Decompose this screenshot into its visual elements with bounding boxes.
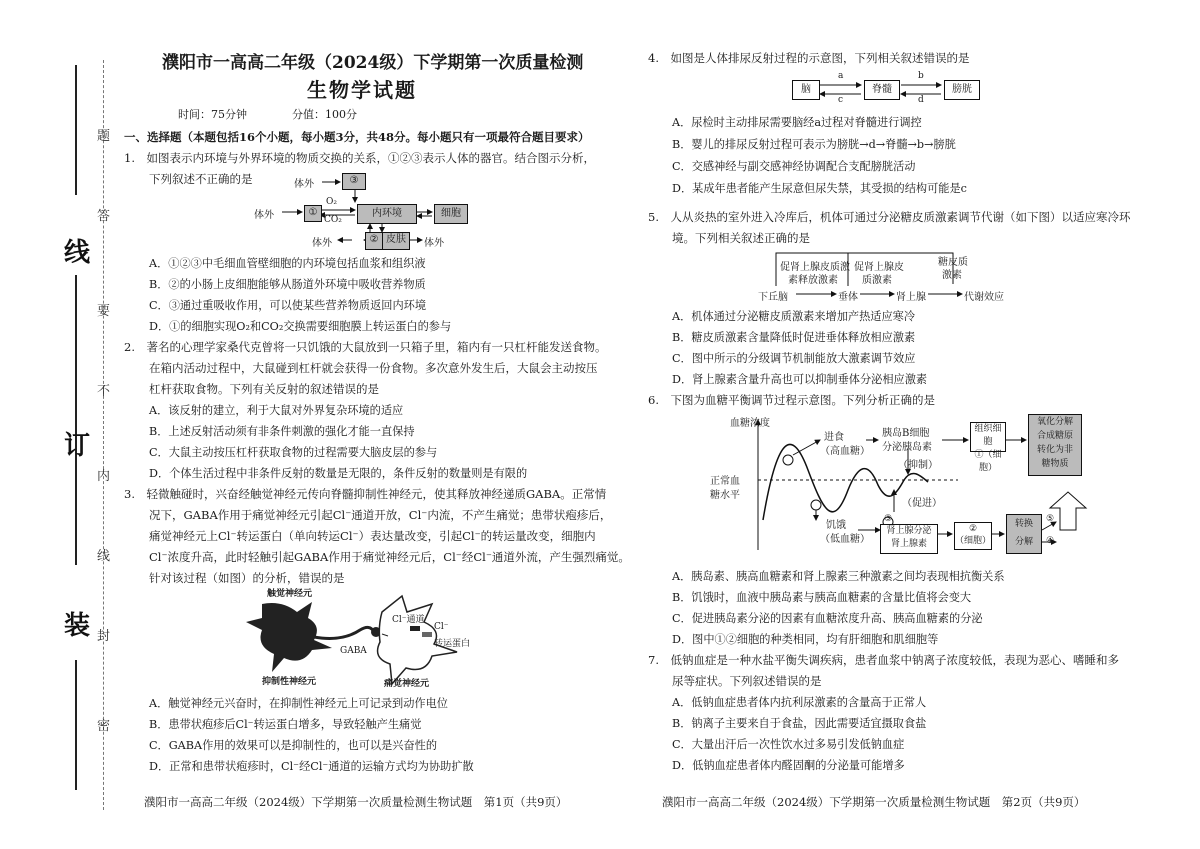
q1-co2-label: CO₂ <box>324 215 342 225</box>
q1-outside-label: 体外 <box>312 238 332 249</box>
q6-insulin-label: 分泌胰岛素 <box>882 442 932 453</box>
binding-label-xian: 线 <box>64 238 91 268</box>
q3-channel-label: Cl⁻通道 <box>392 615 425 625</box>
q4-option-b[interactable]: B．婴儿的排尿反射过程可表示为膀胱→d→脊髓→b→膀胱 <box>672 138 956 151</box>
q5-crh-label: 促肾上腺皮质激 <box>780 262 850 273</box>
q2-option-c[interactable]: C．大鼠主动按压杠杆获取食物的过程需要大脑皮层的参与 <box>149 446 438 459</box>
q7-option-a[interactable]: A．低钠血症患者体内抗利尿激素的含量高于正常人 <box>672 696 927 709</box>
q3-stem: 况下，GABA作用于痛觉神经元引起Cl⁻通道开放，Cl⁻内流，不产生痛觉；患带状疱疹后， <box>149 508 612 522</box>
q6-inhibit-label: （抑制） <box>898 460 938 471</box>
q5-hypothalamus: 下丘脑 <box>758 292 788 303</box>
q6-promote-label: （促进） <box>902 498 942 509</box>
q6-circle-3: ③ <box>884 514 893 524</box>
q3-neuron-diagram <box>242 582 482 690</box>
q1-diagram <box>254 170 482 256</box>
q1-outside-label: 体外 <box>424 238 444 249</box>
binding-char: 内 <box>97 469 111 484</box>
q1-outside-label: 体外 <box>254 210 274 221</box>
q6-tissue-cell-label: 组织细胞 <box>974 424 1002 447</box>
q2-option-b[interactable]: B．上述反射活动须有非条件刺激的强化才能一直保持 <box>149 425 415 438</box>
q2-stem: 杠杆获取食物。下列有关反射的叙述错误的是 <box>149 382 379 396</box>
q1-outside-label: 体外 <box>294 179 314 190</box>
q6-circle-4: ④ <box>1046 536 1055 546</box>
q6-option-d[interactable]: D．图中①②细胞的种类相同，均有肝细胞和肌细胞等 <box>672 633 939 646</box>
q6-glycogen-label: 合成糖原 <box>1036 431 1073 441</box>
q6-normal-label: 正常血 <box>710 476 740 487</box>
q6-oxidation-label: 氧化分解 <box>1036 417 1073 427</box>
page-2-footer: 濮阳市一高高二年级（2024级）下学期第一次质量检测生物试题 第2页（共9页） <box>662 795 1086 809</box>
q1-skin: 皮肤 <box>382 232 410 250</box>
binding-char: 封 <box>97 629 111 644</box>
q1-organ-2: ② <box>365 232 383 250</box>
q6-eat-label-2: （高血糖） <box>820 446 870 457</box>
q5-gc-label-2: 激素 <box>942 270 962 281</box>
q7-option-c[interactable]: C．大量出汗后一次性饮水过多易引发低钠血症 <box>672 738 905 751</box>
q2-option-a[interactable]: A．该反射的建立，利于大鼠对外界复杂环境的适应 <box>149 404 404 417</box>
q4-label-a: a <box>838 71 844 81</box>
q3-stem: 3. 轻微触碰时，兴奋经触觉神经元传向脊髓抑制性神经元，使其释放神经递质GABA。正常情 <box>124 487 607 501</box>
q1-stem: 下列叙述不正确的是 <box>149 172 253 186</box>
binding-char: 线 <box>97 549 111 564</box>
q3-touch-neuron-label: 触觉神经元 <box>267 589 313 599</box>
q6-nonsugar-label: 糖物质 <box>1041 459 1069 469</box>
q4-diagram <box>788 71 1018 108</box>
q3-option-b[interactable]: B．患带状疱疹后Cl⁻转运蛋白增多，导致轻触产生痛觉 <box>149 718 422 731</box>
q6-convert-label: 转化为非 <box>1036 445 1073 455</box>
q2-stem: 在箱内活动过程中，大鼠碰到杠杆就会获得一份食物。多次意外发生后，大鼠会主动按压 <box>149 361 598 375</box>
q6-adrenal-box <box>880 524 938 554</box>
q4-label-d: d <box>918 95 924 105</box>
binding-char: 不 <box>97 384 111 399</box>
page-title: 濮阳市一高高二年级（2024级）下学期第一次质量检测 <box>162 53 584 73</box>
q5-stem: 境。下列相关叙述正确的是 <box>672 231 810 245</box>
q3-option-a[interactable]: A．触觉神经元兴奋时，在抑制性神经元上可记录到动作电位 <box>149 697 448 710</box>
q1-o2-label: O₂ <box>326 197 337 207</box>
q2-option-d[interactable]: D．个体生活过程中非条件反射的数量是无限的，条件反射的数量则是有限的 <box>149 467 528 480</box>
q1-cell: 细胞 <box>434 204 468 224</box>
q6-circle-5: ⑤ <box>1046 514 1055 524</box>
binding-dashed-line <box>103 60 104 810</box>
q6-hunger-label-2: （低血糖） <box>820 534 870 545</box>
q5-crh-label-2: 素释放激素 <box>788 275 838 286</box>
q1-organ-3: ③ <box>342 173 366 190</box>
q7-stem: 7. 低钠血症是一种水盐平衡失调疾病，患者血浆中钠离子浓度较低，表现为恶心、嗜睡和多 <box>648 653 1119 667</box>
q3-option-c[interactable]: C．GABA作用的效果可以是抑制性的，也可以是兴奋性的 <box>149 739 438 752</box>
q3-gaba-label: GABA <box>340 646 367 656</box>
q4-diagram-arrows <box>788 74 1018 108</box>
q5-option-d[interactable]: D．肾上腺素含量升高也可以抑制垂体分泌相应激素 <box>672 373 928 386</box>
binding-label-zhuang: 装 <box>64 611 91 641</box>
q1-internal-env: 内环境 <box>357 204 417 224</box>
q6-hunger-label: 饥饿 <box>826 520 846 531</box>
q5-acth-label: 促肾上腺皮 <box>854 262 904 273</box>
q5-option-a[interactable]: A．机体通过分泌糖皮质激素来增加产热适应寒冷 <box>672 310 916 323</box>
q1-option-a[interactable]: A．①②③中毛细血管壁细胞的内环境包括血浆和组织液 <box>149 257 426 270</box>
q4-option-a[interactable]: A．尿检时主动排尿需要脑经a过程对脊髓进行调控 <box>672 116 922 129</box>
q4-spinal-cord: 脊髓 <box>864 80 900 100</box>
q6-result-box <box>1028 414 1082 476</box>
page-1-footer: 濮阳市一高高二年级（2024级）下学期第一次质量检测生物试题 第1页（共9页） <box>144 795 568 809</box>
q6-eat-label: 进食 <box>824 432 844 443</box>
q6-beta-cell-label: 胰岛B细胞 <box>882 428 930 439</box>
q1-stem: 1. 如图表示内环境与外界环境的物质交换的关系，①②③表示人体的器官。结合图示分析， <box>124 151 595 165</box>
section-heading: 一、选择题（本题包括16个小题，每小题3分，共48分。每小题只有一项最符合题目要求） <box>124 130 590 144</box>
q1-organ-1: ① <box>304 205 322 222</box>
q6-yaxis-label: 血糖浓度 <box>730 418 770 429</box>
q6-conversion-label: 转换 <box>1014 519 1033 529</box>
q5-option-c[interactable]: C．图中所示的分级调节机制能放大激素调节效应 <box>672 352 916 365</box>
q4-option-c[interactable]: C．交感神经与副交感神经协调配合支配膀胱活动 <box>672 160 916 173</box>
q6-option-c[interactable]: C．促进胰岛素分泌的因素有血糖浓度升高、胰高血糖素的分泌 <box>672 612 983 625</box>
q3-cl-label: Cl⁻ <box>434 622 449 632</box>
binding-char: 要 <box>97 304 111 319</box>
q6-option-b[interactable]: B．饥饿时，血液中胰岛素与胰高血糖素的含量比值将会变大 <box>672 591 972 604</box>
q5-diagram <box>758 248 1018 304</box>
q6-process-box <box>1006 514 1042 554</box>
binding-rule <box>75 275 77 565</box>
q6-circle-2: ② <box>968 524 978 534</box>
q6-stem: 6. 下图为血糖平衡调节过程示意图。下列分析正确的是 <box>648 393 935 407</box>
q6-cell-2-box <box>954 522 992 550</box>
q6-diagram <box>708 410 1108 560</box>
q5-option-b[interactable]: B．糖皮质激素含量降低时促进垂体释放相应激素 <box>672 331 916 344</box>
exam-score: 分值：100分 <box>292 108 357 121</box>
q5-acth-label-2: 质激素 <box>862 275 892 286</box>
q6-decompose-label: 分解 <box>1014 537 1033 547</box>
q5-adrenal: 肾上腺 <box>896 292 926 303</box>
q6-option-a[interactable]: A．胰岛素、胰高血糖素和肾上腺素三种激素之间均表现相抗衡关系 <box>672 570 1005 583</box>
q7-option-d[interactable]: D．低钠血症患者体内醛固酮的分泌量可能增多 <box>672 759 905 772</box>
exam-time: 时间：75分钟 <box>178 108 247 121</box>
q6-cell-1-label: ①（细胞） <box>974 450 1002 473</box>
q3-inhibitory-neuron-label: 抑制性神经元 <box>262 677 317 687</box>
q3-stem: 痛觉神经元上Cl⁻转运蛋白（单向转运Cl⁻）表达量改变，引起Cl⁻的转运量改变，细胞内 <box>149 529 596 543</box>
binding-margin <box>0 0 125 849</box>
q1-option-c[interactable]: C．③通过重吸收作用，可以使某些营养物质返回内环境 <box>149 299 427 312</box>
q4-bladder: 膀胱 <box>944 80 980 100</box>
q6-epinephrine-label: 肾上腺素 <box>890 539 927 549</box>
q7-option-b[interactable]: B．钠离子主要来自于食盐，因此需要适宜摄取食盐 <box>672 717 927 730</box>
q6-cell-2-label: （细胞） <box>955 536 992 546</box>
q1-option-d[interactable]: D．①的细胞实现O₂和CO₂交换需要细胞膜上转运蛋白的参与 <box>149 320 452 333</box>
q4-label-b: b <box>918 71 924 81</box>
q4-brain: 脑 <box>792 80 820 100</box>
q6-adrenal-label: 肾上腺分泌 <box>886 526 932 536</box>
q5-pituitary: 垂体 <box>838 292 858 303</box>
q5-metabolic-effect: 代谢效应 <box>964 292 1004 303</box>
q6-tissue-cell-box <box>970 422 1006 473</box>
q4-stem: 4. 如图是人体排尿反射过程的示意图，下列相关叙述错误的是 <box>648 51 970 65</box>
q4-option-d[interactable]: D．某成年患者能产生尿意但尿失禁，其受损的结构可能是c <box>672 182 967 195</box>
q7-stem: 尿等症状。下列叙述错误的是 <box>672 674 822 688</box>
q3-pain-neuron-label: 痛觉神经元 <box>384 679 430 689</box>
q3-option-d[interactable]: D．正常和患带状疱疹时，Cl⁻经Cl⁻通道的运输方式均为协助扩散 <box>149 760 474 773</box>
binding-label-ding: 订 <box>64 431 91 461</box>
q3-stem: Cl⁻浓度升高，此时轻触引起GABA作用于痛觉神经元后，Cl⁻经Cl⁻通道外流，产生强烈痛觉。 <box>149 550 630 564</box>
binding-rule <box>75 65 77 195</box>
binding-rule <box>75 660 77 790</box>
q5-gc-label: 糖皮质 <box>938 257 968 268</box>
binding-char: 题 <box>97 129 111 144</box>
q4-label-c: c <box>838 95 844 105</box>
q5-stem: 5. 人从炎热的室外进入冷库后，机体可通过分泌糖皮质激素调节代谢（如下图）以适应寒冷环 <box>648 210 1131 224</box>
q3-stem: 针对该过程（如图）的分析，错误的是 <box>149 571 345 585</box>
q3-transporter-label: 转运蛋白 <box>434 639 471 649</box>
q6-normal-label-2: 糖水平 <box>710 490 740 501</box>
q2-stem: 2. 著名的心理学家桑代克曾将一只饥饿的大鼠放到一只箱子里，箱内有一只杠杆能发送食物。 <box>124 340 607 354</box>
binding-char: 密 <box>97 719 111 734</box>
subject-title: 生物学试题 <box>307 78 417 102</box>
q1-option-b[interactable]: B．②的小肠上皮细胞能够从肠道外环境中吸收营养物质 <box>149 278 426 291</box>
binding-char: 答 <box>97 209 111 224</box>
